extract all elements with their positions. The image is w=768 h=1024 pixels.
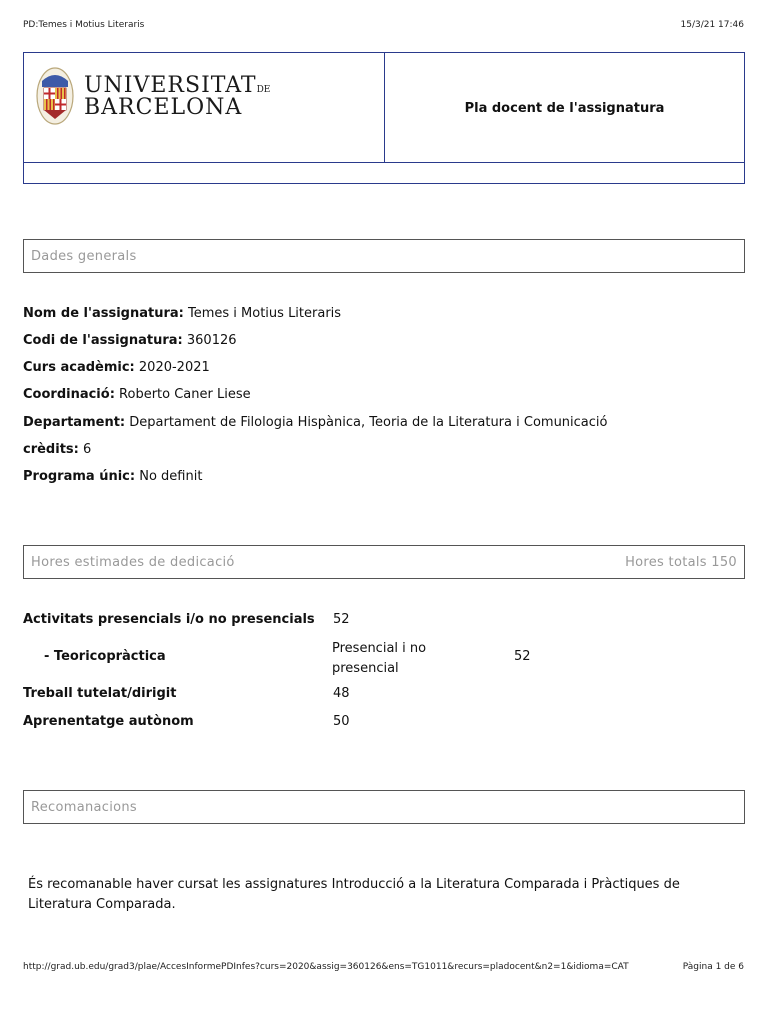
footer-url[interactable]: http://grad.ub.edu/grad3/plae/AccesInformePDInfes?curs=2020&assig=360126&ens=TG1011&recurs=pladocent&n2=1&idioma=CAT: [23, 962, 629, 972]
hours-subrow-label: - Teoricopràctica: [44, 649, 166, 664]
logo-cell: [24, 53, 385, 163]
hours-row-label: Aprenentatge autònom: [23, 714, 194, 729]
section-hours-total: Hores totals 150: [625, 554, 737, 570]
document-title: Pla docent de l'assignatura: [464, 100, 665, 116]
section-general-header: [23, 239, 745, 273]
field-course-name: Nom de l'assignatura: Temes i Motius Literaris: [23, 306, 342, 321]
header-divider: [24, 162, 744, 163]
hours-subrow-type: Presencial i no presencial: [332, 641, 427, 676]
university-seal-icon: [36, 67, 74, 125]
field-credits: crèdits: 6: [23, 442, 92, 457]
recommendation-text: És recomanable haver cursat les assignatures Introducció a la Literatura Comparada i Pràctiques de Literatura Comparada.: [28, 877, 680, 912]
footer-page-number: Pàgina 1 de 6: [682, 962, 744, 972]
print-header-date: 15/3/21 17:46: [680, 20, 744, 30]
section-hours-title: Hores estimades de dedicació: [31, 554, 235, 570]
logo-wordmark-top: UNIVERSITATDE: [84, 73, 271, 98]
hours-row-label: Treball tutelat/dirigit: [23, 686, 177, 701]
field-department: Departament: Departament de Filologia Hispànica, Teoria de la Literatura i Comunicació: [23, 415, 608, 430]
hours-row-label: Activitats presencials i/o no presencials: [23, 612, 315, 627]
field-course-code: Codi de l'assignatura: 360126: [23, 333, 237, 348]
field-academic-year: Curs acadèmic: 2020-2021: [23, 360, 210, 375]
field-coordination: Coordinació: Roberto Caner Liese: [23, 387, 251, 402]
section-general-title: Dades generals: [31, 248, 137, 264]
section-recommendations-header: [23, 790, 745, 824]
document-header: [23, 52, 745, 184]
hours-subrow-value: 52: [514, 649, 531, 664]
section-recommendations-title: Recomanacions: [31, 799, 138, 815]
section-hours-header: [23, 545, 745, 579]
print-header-title: PD:Temes i Motius Literaris: [23, 20, 145, 30]
hours-row-value: 50: [333, 714, 350, 729]
hours-row-value: 52: [333, 612, 350, 627]
hours-row-value: 48: [333, 686, 350, 701]
field-program: Programa únic: No definit: [23, 469, 203, 484]
logo-wordmark-bottom: BARCELONA: [84, 95, 243, 120]
